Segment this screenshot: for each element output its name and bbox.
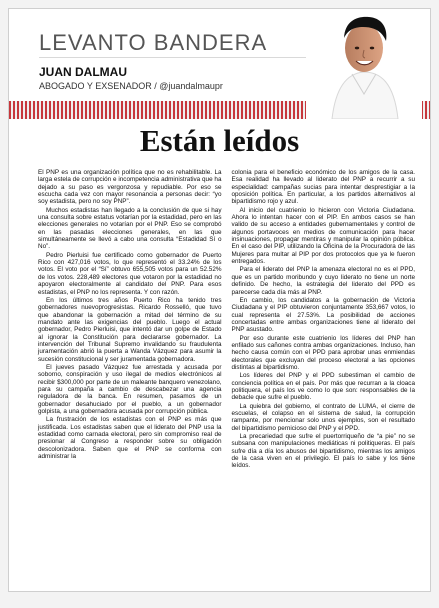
right-paragraph-4: En cambio, los candidatos a la gobernación de Victoria Ciudadana y el PIP obtuvieron conjuntamente 353,667 votos, lo cual representa el 27.53%. La posibilidad de acciones concertadas entre ambas organizaciones tiene al liderato del PNP asustado. [231,296,415,334]
author-role: ABOGADO Y EXSENADOR / @juandalmaupr [39,81,223,91]
section-title: LEVANTO BANDERA [39,30,268,55]
author-name: JUAN DALMAU [39,65,127,79]
right-paragraph-8: La precariedad que sufre el puertorriqueño de “a pie” no se subsana con manipulaciones mediáticas ni politiqueras. El país sufre día a día los abusos del bipartidismo, mientras los amigos de la casa viven en el privilegio. El país lo sabe y los tiene leídos. [231,433,415,470]
right-paragraph-7: La quiebra del gobierno, el contrato de LUMA, el cierre de escuelas, el colapso en el sistema de salud, la corrupción rampante, por mencionar solo unos ejemplos, son el resultado del bipartidismo pernicioso del PNP y el PPD. [231,402,415,432]
article-title: Están leídos [139,123,300,158]
left-paragraph-2: Muchos estadistas han llegado a la conclusión de que si hay una consulta sobre estatus votarían por la estadidad, pero en las elecciones generales no votarían por el PNP. Eso se comprobó en las pasadas elecciones generales, en las que simultáneamente se llevó a cabo una consulta “Estadidad Sí o No”. [38,206,222,251]
newspaper-column-page [8,8,431,592]
article-column-right [232,169,416,573]
left-paragraph-1: El PNP es una organización política que no es rehabilitable. La larga estela de corrupción e incompetencia administrativa que ha dejado a su paso es vergonzosa y repudiable. Por eso se escucha cada vez con mayor resonancia a personas decir: “yo soy estadista, pero no soy PNP”. [38,169,222,206]
right-paragraph-6: Los líderes del PNP y el PPD subestiman el cambio de conciencia política en el país. Por más que recurran a la cloaca politiquera, el país los ve como lo que son: responsables de la debacle que sufre el pueblo. [231,372,415,402]
article-column-left [38,169,222,573]
left-paragraph-3: Pedro Pierluisi fue certificado como gobernador de Puerto Rico con 427,016 votos, lo que representó el 33.24% de los votos. El voto por el “Sí” obtuvo 655,505 votos para un 52.52% de los votos. 228,489 electores que votaron por la estadidad no apoyaron electoralmente al candidato del PNP. Para esos estadistas, el PNP no los representa. Y con razón. [38,251,222,296]
author-photo [306,9,422,119]
left-paragraph-4: En los últimos tres años Puerto Rico ha tenido tres gobernadores nuevoprogresistas. Ricardo Rosselló, que tuvo que abandonar la gobernación a mitad del término de su mandato ante las exigencias del pueblo. Luego el actual gobernador, Pedro Pierluisi, que intentó dar un golpe de Estado al ignorar la Constitución para declararse gobernador. La intervención del Tribunal Supremo invalidando su fraudulenta juramentación abrió la puerta a Wanda Vázquez para asumir la sucesión constitucional y ser juramentada gobernadora. [38,296,222,363]
right-paragraph-3: Para el liderato del PNP la amenaza electoral no es el PPD, que es un partido moribundo y cuyo liderato no tiene un norte definido. De hecho, la estrategia del liderato del PPD es parecerse cada día más al PNP. [231,266,415,296]
column-header [9,9,430,158]
article-columns [38,169,415,573]
right-paragraph-1: colonia para el beneficio económico de los amigos de la casa. Esa realidad ha llevado al liderato del PNP a recurrir a su especialidad: campañas sucias para intentar desprestigiar a la oposición política. En particular, a los partidos alternativos al bipartidismo rojo y azul. [231,169,415,206]
left-paragraph-6: La frustración de los estadistas con el PNP es más que justificada. Los estadistas saben que el liderato del PNP usa la estadidad como carnada electoral, pero sin compromiso real de presionar al Congreso a responder sobre su obligación descolonizadora. Saben que el PNP se conforma con administrar la [38,416,222,461]
right-paragraph-2: Al inicio del cuatrienio lo hicieron con Victoria Ciudadana. Ahora lo intentan hacer con el PIP. En ambos casos se han valido de su acceso a entidades gubernamentales y control de algunos portavoces en medios de comunicación para hacer insinuaciones, propagar mentiras y manipular la opinión pública. En el caso del PIP, utilizando la Oficina de la Procuradora de las Mujeres para multar al PIP por dos protocolos que ya le fueron entregados. [231,206,415,266]
right-paragraph-5: Por eso durante este cuatrienio los líderes del PNP han enfilado sus cañones contra ambas organizaciones. Incluso, han hecho causa común con el PPD para aprobar unas enmiendas electorales que excluyan del proceso electoral a las opciones distintas al bipartidismo. [231,334,415,371]
left-paragraph-5: El jueves pasado Vázquez fue arrestada y acusada por soborno, conspiración y uso ilegal de medios electrónicos al recibir $300,000 por parte de un maleante banquero venezolano, para su campaña a cambio de descabezar una agencia reguladora de la banca. En resumen, pasamos de un gobernador desahuciado por el pueblo, a un gobernador golpista, a una gobernadora acusada por corrupción pública. [38,363,222,415]
bottom-margin [9,577,430,591]
